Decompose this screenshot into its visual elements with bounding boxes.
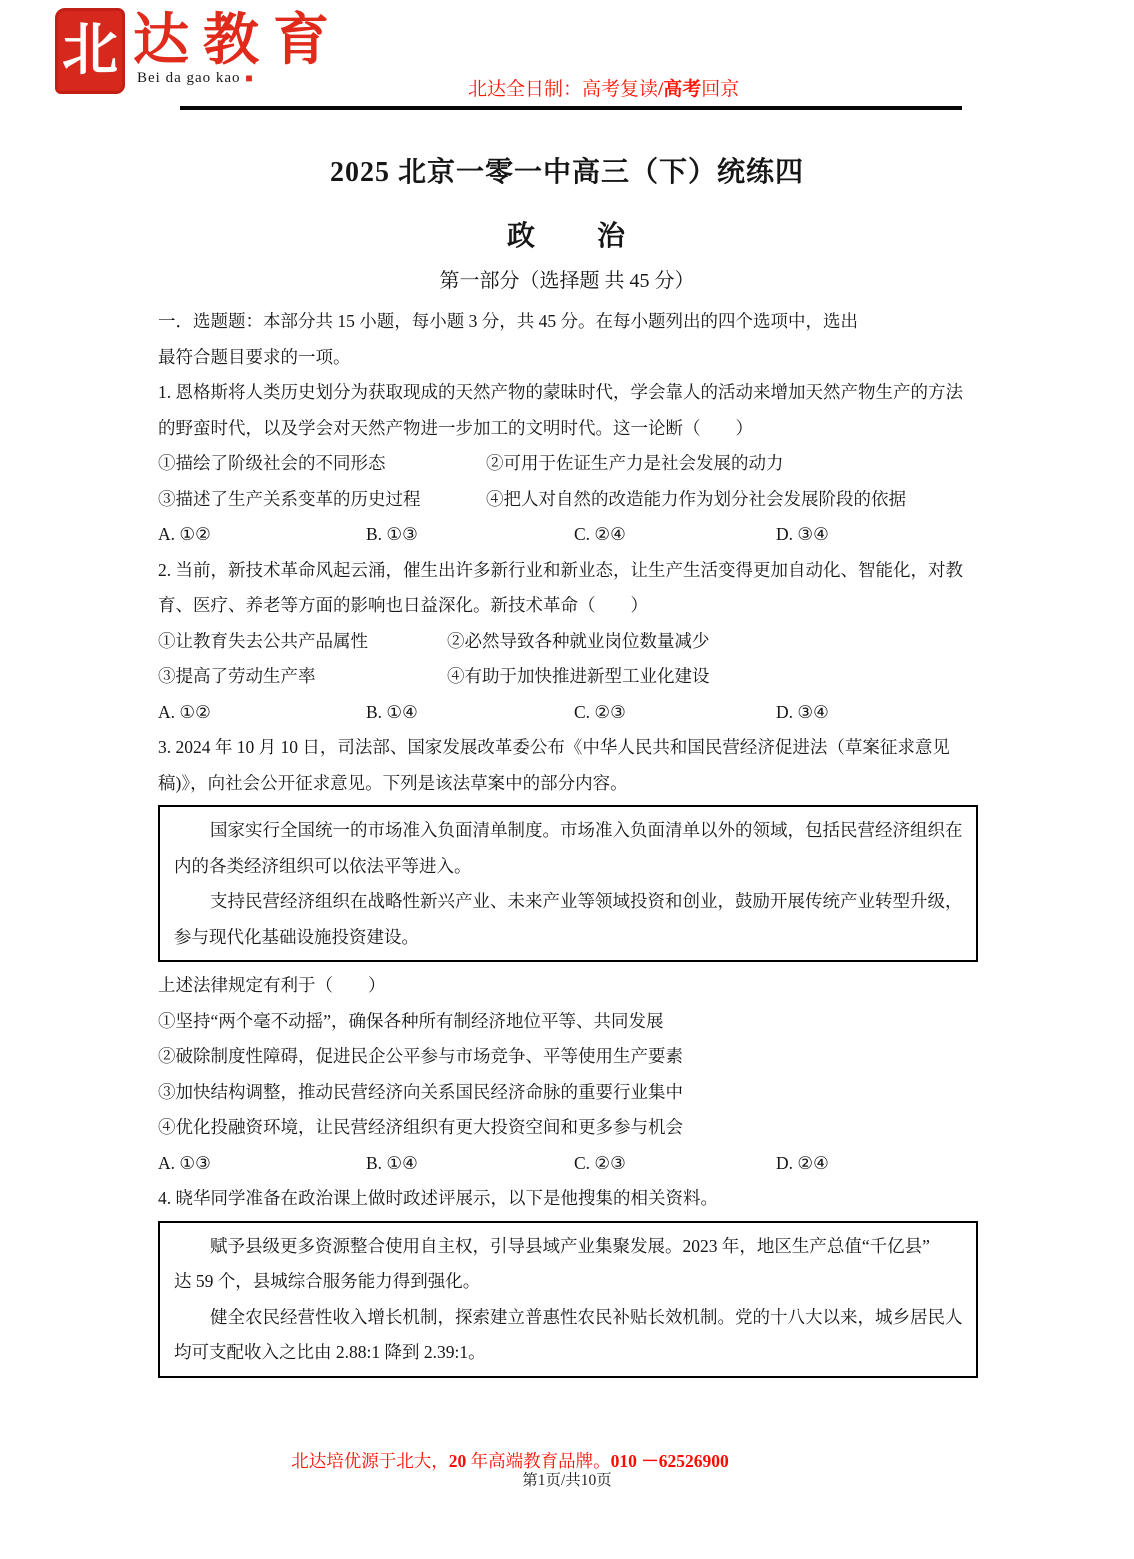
subject-title: 政 治 — [506, 221, 627, 252]
q4-box-line-4: 均可支配收入之比由 2.88:1 降到 2.39:1。 — [174, 1342, 486, 1362]
q3-stem-line-2: 稿)》，向社会公开征求意见。下列是该法草案中的部分内容。 — [158, 772, 628, 793]
q1-option-1: ①描绘了阶级社会的不同形态 — [158, 453, 386, 473]
logo-brand-text: 达教育 — [133, 10, 343, 72]
q4-box-line-1: 赋予县级更多资源整合使用自主权，引导县域产业集聚发展。2023 年，地区生产总值“千亿县” — [210, 1235, 930, 1256]
q2-stem-line-1: 2. 当前，新技术革命风起云涌，催生出许多新行业和新业态，让生产生活变得更加自动化、智能化，对教 — [158, 559, 963, 580]
instructions-line-1: 一．选题题：本部分共 15 小题，每小题 3 分，共 45 分。在每小题列出的四个选项中，选出 — [158, 311, 858, 331]
q1-answer-b: B. ①③ — [366, 524, 418, 544]
page-number: 第1页/共10页 — [522, 1472, 612, 1489]
q1-option-row-1 — [158, 446, 978, 482]
q3-lead: 上述法律规定有利于（ ） — [158, 975, 386, 995]
q3-answer-row — [158, 1146, 978, 1182]
q3-box-line-3: 支持民营经济组织在战略性新兴产业、未来产业等领域投资和创业，鼓励开展传统产业转型升级， — [210, 891, 963, 911]
q2-option-3: ③提高了劳动生产率 — [158, 666, 316, 686]
q4-stem: 4. 晓华同学准备在政治课上做时政述评展示，以下是他搜集的相关资料。 — [158, 1188, 718, 1208]
q1-stem-line-2: 的野蛮时代，以及学会对天然产物进一步加工的文明时代。这一论断（ ） — [158, 417, 753, 438]
q3-answer-b: B. ①④ — [366, 1152, 418, 1173]
beida-logo — [55, 8, 343, 94]
stamp-character: 北 — [62, 20, 118, 82]
q1-option-3: ③描述了生产关系变革的历史过程 — [158, 488, 421, 509]
q4-box-line-3: 健全农民经营性收入增长机制，探索建立普惠性农民补贴长效机制。党的十八大以来，城乡居民人 — [210, 1306, 963, 1327]
question-4 — [158, 1181, 978, 1378]
exam-title: 2025 北京一零一中高三（下）统练四 — [329, 157, 804, 188]
q2-answer-row — [158, 695, 978, 731]
header-slogan — [468, 74, 739, 101]
q1-option-4: ④把人对自然的改造能力作为划分社会发展阶段的依据 — [486, 488, 906, 509]
q1-answer-row — [158, 517, 978, 553]
q3-answer-a: A. ①③ — [158, 1152, 211, 1173]
q2-answer-a: A. ①② — [158, 701, 211, 722]
q1-answer-c: C. ②④ — [574, 524, 626, 544]
q1-option-2: ②可用于佐证生产力是社会发展的动力 — [486, 453, 784, 473]
q3-excerpt-box — [158, 805, 978, 962]
logo-text-block — [133, 8, 343, 87]
instructions-line-2: 最符合题目要求的一项。 — [158, 346, 351, 367]
footer-text-1: 北达培优源于北大， — [291, 1451, 449, 1471]
footer-bold-years: 20 — [448, 1451, 467, 1471]
red-square-icon: ■ — [245, 71, 254, 86]
part-heading: 第一部分（选择题 共 45 分） — [439, 270, 695, 292]
q2-option-4: ④有助于加快推进新型工业化建设 — [447, 666, 710, 686]
header-rule — [180, 106, 962, 110]
q1-stem-line-1: 1. 恩格斯将人类历史划分为获取现成的天然产物的蒙昧时代，学会靠人的活动来增加天然产物生产的方法 — [158, 382, 963, 402]
q2-option-2: ②必然导致各种就业岗位数量减少 — [447, 630, 710, 651]
q2-answer-c: C. ②③ — [574, 701, 626, 722]
q1-answer-d: D. ③④ — [776, 524, 829, 544]
footer-bold-phone: 010 －62526900 — [610, 1451, 729, 1471]
q3-box-line-1: 国家实行全国统一的市场准入负面清单制度。市场准入负面清单以外的领域，包括民营经济组织在 — [210, 820, 963, 840]
q4-box-line-2: 达 59 个，县城综合服务能力得到强化。 — [174, 1271, 481, 1291]
q2-stem-line-2: 育、医疗、养老等方面的影响也日益深化。新技术革命（ ） — [158, 595, 648, 615]
q2-option-row-1 — [158, 624, 978, 660]
slogan-part-1: 北达全日制：高考复读 — [468, 79, 659, 100]
logo-tagline-text: Bei da gao kao — [137, 70, 241, 87]
q3-answer-c: C. ②③ — [574, 1152, 626, 1173]
q2-option-1: ①让教育失去公共产品属性 — [158, 630, 368, 651]
q3-item-1: ①坚持“两个毫不动摇”，确保各种所有制经济地位平等、共同发展 — [158, 1010, 664, 1031]
logo-stamp-icon — [55, 8, 125, 94]
q3-box-line-4: 参与现代化基础设施投资建设。 — [174, 926, 419, 947]
q1-answer-a: A. ①② — [158, 524, 211, 544]
q3-item-2: ②破除制度性障碍，促进民企公平参与市场竞争、平等使用生产要素 — [158, 1046, 683, 1066]
q4-excerpt-box — [158, 1221, 978, 1378]
q2-answer-d: D. ③④ — [776, 701, 829, 722]
q3-item-4: ④优化投融资环境，让民营经济组织有更大投资空间和更多参与机会 — [158, 1117, 683, 1137]
slogan-part-3: 回京 — [701, 79, 740, 100]
q3-stem-line-1: 3. 2024 年 10 月 10 日，司法部、国家发展改革委公布《中华人民共和国民营经济促进法（草案征求意见 — [158, 737, 950, 757]
slogan-part-bold: /高考 — [658, 79, 702, 100]
question-2 — [158, 553, 978, 731]
q3-box-line-2: 内的各类经济组织可以依法平等进入。 — [174, 855, 472, 876]
exam-body — [158, 304, 978, 1384]
q3-item-3: ③加快结构调整，推动民营经济向关系国民经济命脉的重要行业集中 — [158, 1081, 683, 1102]
q2-answer-b: B. ①④ — [366, 701, 418, 722]
question-1 — [158, 375, 978, 553]
question-3 — [158, 730, 978, 1181]
q2-option-row-2 — [158, 659, 978, 695]
q3-answer-d: D. ②④ — [776, 1152, 829, 1173]
footer-text-2: 年高端教育品牌。 — [466, 1451, 611, 1471]
q1-option-row-2 — [158, 482, 978, 518]
